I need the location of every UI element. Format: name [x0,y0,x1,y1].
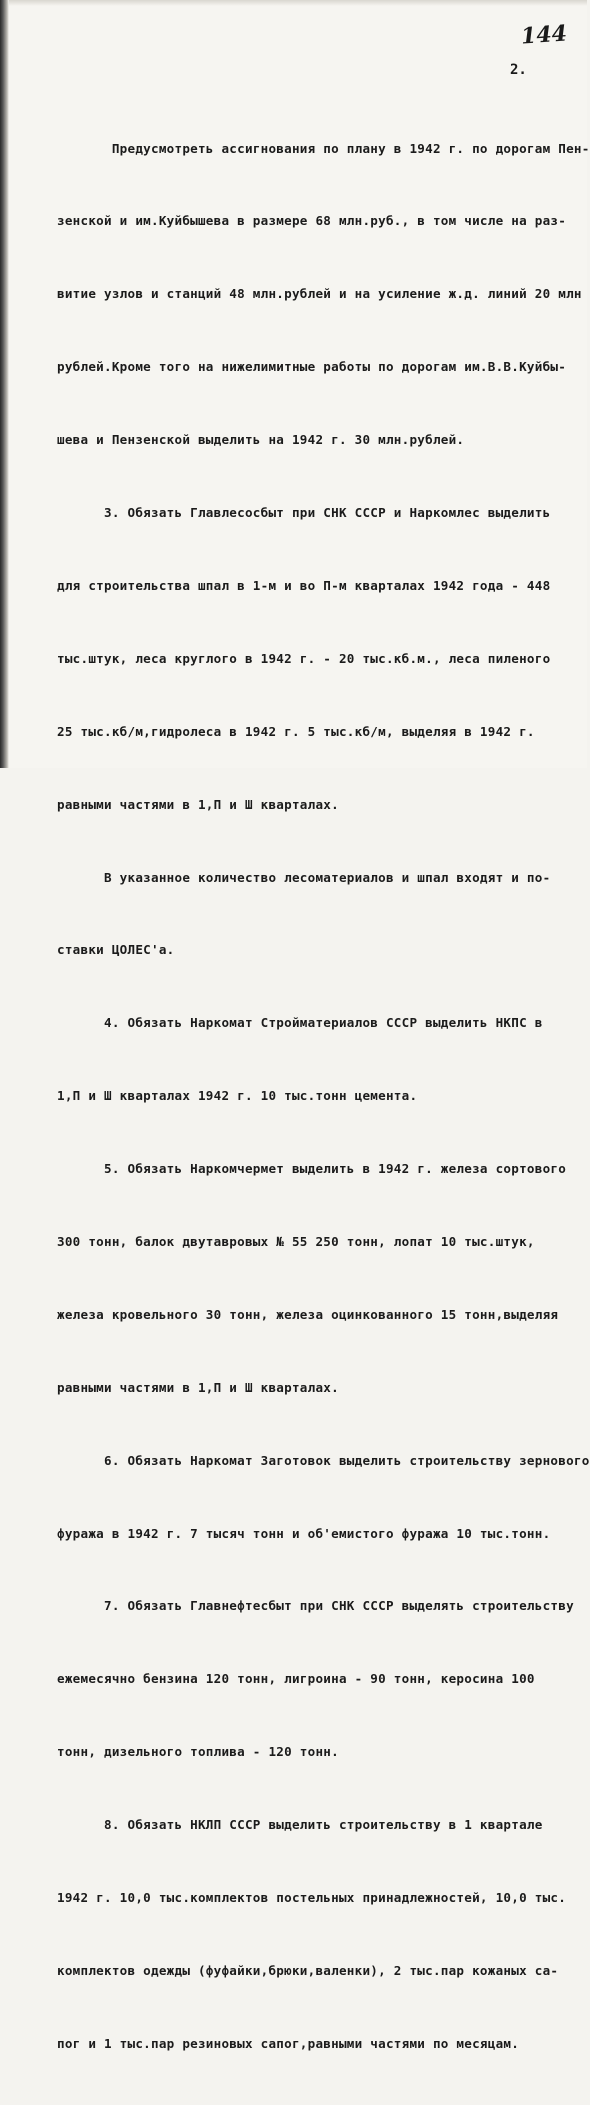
text-line: шева и Пензенской выделить на 1942 г. 30 млн.рублей. [57,432,465,448]
text-line: 1,П и Ш кварталах 1942 г. 10 тыс.тонн цемента. [57,1088,418,1104]
text-line: тонн, дизельного топлива - 120 тонн. [57,1744,339,1760]
text-line: для строительства шпал в 1-м и во П-м кварталах 1942 года - 448 [57,577,551,593]
document-body [57,88,590,2105]
text-line: железа кровельного 30 тонн, железа оцинкованного 15 тонн,выделяя [57,1306,559,1322]
folio-number: 144 [520,20,568,50]
text-line: комплектов одежды (фуфайки,брюки,валенки), 2 тыс.пар кожаных са- [57,1962,559,1978]
text-line: ежемесячно бензина 120 тонн, лигроина - 90 тонн, керосина 100 [57,1671,535,1687]
text-line: 6. Обязать Наркомат Заготовок выделить строительству зернового [57,1452,590,1468]
text-line: 25 тыс.кб/м,гидролеса в 1942 г. 5 тыс.кб/м, выделяя в 1942 г. [57,723,535,739]
scan-left-edge [0,0,9,768]
text-line: 300 тонн, балок двутавровых № 55 250 тонн, лопат 10 тыс.штук, [57,1233,535,1249]
text-line: 8. Обязать НКЛП СССР выделить строительству в 1 квартале [57,1817,543,1833]
text-line: тыс.штук, леса круглого в 1942 г. - 20 тыс.кб.м., леса пиленого [57,650,551,666]
text-line: фуража в 1942 г. 7 тысяч тонн и об'емистого фуража 10 тыс.тонн. [57,1525,551,1541]
scan-top-shadow [0,0,587,6]
text-line: Предусмотреть ассигнования по плану в 1942 г. по дорогам Пен- [57,140,590,156]
text-line: витие узлов и станций 48 млн.рублей и на усиление ж.д. линий 20 млн [57,286,582,302]
text-line: пог и 1 тыс.пар резиновых сапог,равными частями по месяцам. [57,2035,520,2051]
text-line: В указанное количество лесоматериалов и шпал входят и по- [57,869,551,885]
text-line: зенской и им.Куйбышева в размере 68 млн.руб., в том числе на раз- [57,213,567,229]
text-line: 4. Обязать Наркомат Стройматериалов СССР выделить НКПС в [57,1015,543,1031]
page-number: 2. [510,62,527,78]
text-line: 3. Обязать Главлесосбыт при СНК СССР и Наркомлес выделить [57,505,551,521]
text-line: 5. Обязать Наркомчермет выделить в 1942 г. железа сортового [57,1161,567,1177]
text-line: рублей.Кроме того на нижелимитные работы по дорогам им.В.В.Куйбы- [57,359,567,375]
text-line: ставки ЦОЛЕС'а. [57,942,175,958]
text-line: 1942 г. 10,0 тыс.комплектов постельных принадлежностей, 10,0 тыс. [57,1889,567,1905]
text-line: 7. Обязать Главнефтесбыт при СНК СССР выделять строительству [57,1598,574,1614]
text-line: равными частями в 1,П и Ш кварталах. [57,796,339,812]
text-line: равными частями в 1,П и Ш кварталах. [57,1379,339,1395]
